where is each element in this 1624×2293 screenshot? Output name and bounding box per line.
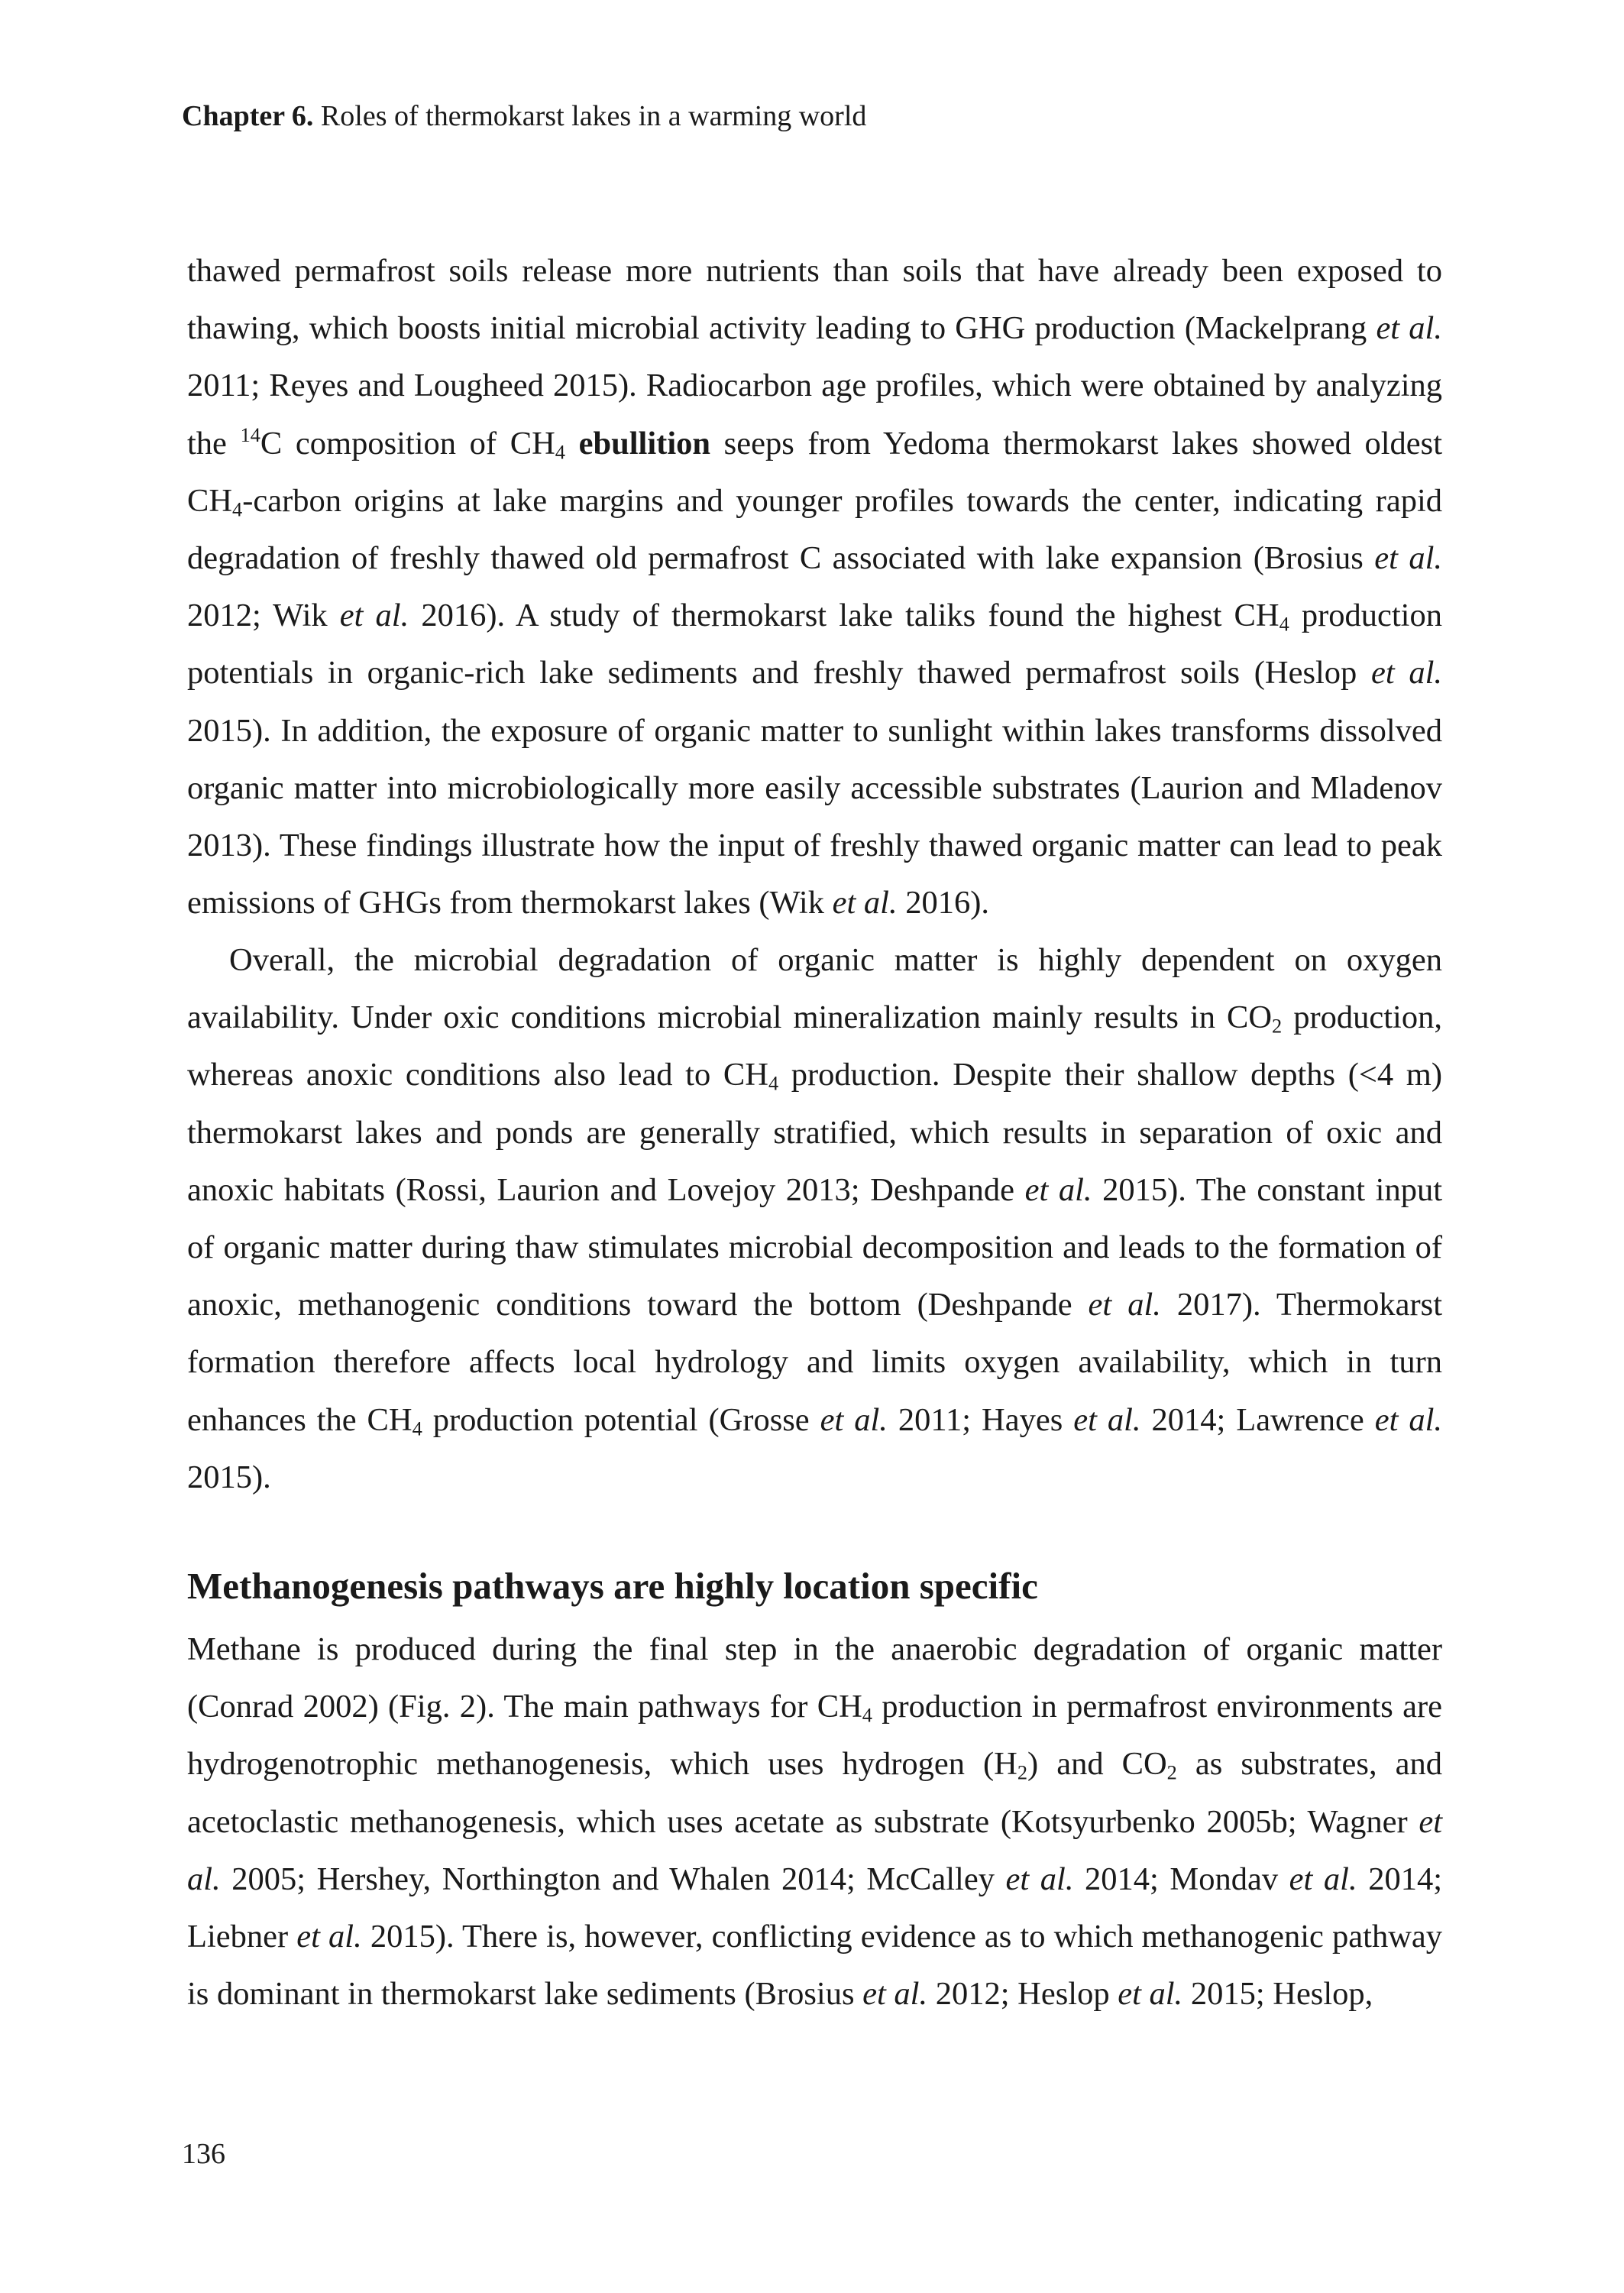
italic-text: et al. (1376, 310, 1442, 347)
running-header (182, 98, 866, 134)
chapter-title: Roles of thermokarst lakes in a warming world (320, 100, 867, 132)
italic-text: et al. (339, 598, 409, 634)
bold-text: ebullition (578, 425, 711, 462)
italic-text: et al. (1289, 1861, 1357, 1897)
page-number: 136 (182, 2138, 225, 2170)
italic-text: et al. (1118, 1976, 1183, 2013)
text-run: C composition of CH (260, 425, 555, 462)
subscript: 2 (1017, 1761, 1028, 1784)
italic-text: et al. (1374, 1401, 1443, 1438)
text-run: production, whereas anoxic conditions also lead to CH (187, 999, 1442, 1093)
chapter-label: Chapter 6. (182, 100, 314, 132)
text-run: 2012; Heslop (927, 1976, 1118, 2013)
text-run: Methane is produced during the final step in the anaerobic degradation of organic matter (Conrad 2002) (Fig. 2). The main pathways for CH (187, 1631, 1442, 1725)
italic-text: et al. (1005, 1861, 1074, 1897)
section-heading: Methanogenesis pathways are highly location specific (187, 1565, 1038, 1607)
subscript: 4 (768, 1072, 779, 1095)
subscript: 4 (412, 1417, 422, 1440)
text-run: 2016). (897, 885, 989, 921)
body-paragraph-1 (187, 242, 1442, 931)
italic-text: et al. (1024, 1171, 1092, 1208)
text-run: 2015; Heslop, (1182, 1976, 1373, 2013)
text-run: thawed permafrost soils release more nutrients than soils that have already been exposed to thawing, which boosts initial microbial activity leading to GHG production (Mackelprang (187, 253, 1442, 347)
text-run: 2015). There is, however, conflicting evidence as to which methanogenic pathway is dominant in thermokarst lake sediments (Brosius (187, 1919, 1443, 2013)
text-run: 2015). (187, 1459, 271, 1495)
text-run: ) and CO (1027, 1746, 1167, 1783)
subscript: 4 (862, 1704, 872, 1727)
text-run: 2011; Reyes and Lougheed 2015). Radiocarbon age profiles, which were obtained by analyzing the (187, 368, 1442, 462)
italic-text: et al. (1374, 540, 1443, 577)
text-run: 2012; Wik (187, 598, 340, 634)
text-run: 2017). Thermokarst formation therefore affects local hydrology and limits oxygen availability, which in turn enhances the CH (187, 1287, 1443, 1438)
subscript: 2 (1272, 1015, 1283, 1038)
text-run: 2011; Hayes (887, 1401, 1074, 1438)
body-paragraph-3 (187, 1621, 1442, 2023)
text-run (565, 426, 579, 462)
text-run: production potential (Grosse (422, 1401, 820, 1438)
subscript: 4 (1279, 613, 1289, 636)
italic-text: et al. (187, 1803, 1442, 1897)
text-run: seeps from Yedoma thermokarst lakes showed oldest CH (187, 425, 1443, 519)
superscript: 14 (240, 423, 260, 446)
italic-text: et al. (1088, 1287, 1161, 1323)
subscript: 2 (1166, 1761, 1177, 1784)
text-run: 2015). In addition, the exposure of organic matter to sunlight within lakes transforms dissolved organic matter into microbiologically more easily accessible substrates (Laurion and Mladenov 2013). These findings illustrate how the input of freshly thawed organic matter can lead to peak emissions of GHGs from thermokarst lakes (Wik (187, 712, 1442, 921)
italic-text: et al. (832, 885, 898, 921)
subscript: 4 (232, 498, 243, 521)
text-run: 2015). The constant input of organic matter during thaw stimulates microbial decomposition and leads to the formation of anoxic, methanogenic conditions toward the bottom (Deshpande (187, 1171, 1442, 1323)
text-run: production potentials in organic-rich lake sediments and freshly thawed permafrost soils (Heslop (187, 598, 1442, 691)
text-run: production. Despite their shallow depths (<4 m) thermokarst lakes and ponds are generally stratified, which results in separation of oxic and anoxic habitats (Rossi, Laurion and Lovejoy 2013; Deshpande (187, 1057, 1442, 1208)
text-run: as substrates, and acetoclastic methanogenesis, which uses acetate as substrate (Kotsyurbenko 2005b; Wagner (187, 1746, 1442, 1840)
text-run: production in permafrost environments are hydrogenotrophic methanogenesis, which uses hydrogen (H (187, 1689, 1442, 1783)
text-run: 2005; Hershey, Northington and Whalen 2014; McCalley (220, 1861, 1006, 1897)
text-run: 2016). A study of thermokarst lake taliks found the highest CH (409, 598, 1279, 634)
italic-text: et al. (862, 1976, 928, 2013)
text-run: 2014; Mondav (1073, 1861, 1289, 1897)
italic-text: et al. (1073, 1401, 1141, 1438)
italic-text: et al. (296, 1919, 362, 1955)
body-paragraph-2 (187, 931, 1442, 1506)
italic-text: et al. (1370, 655, 1443, 691)
text-run: -carbon origins at lake margins and younger profiles towards the center, indicating rapid degradation of freshly thawed old permafrost C associated with lake expansion (Brosius (187, 482, 1442, 577)
text-run: Overall, the microbial degradation of organic matter is highly dependent on oxygen availability. Under oxic conditions microbial mineralization mainly results in CO (187, 942, 1442, 1036)
italic-text: et al. (820, 1401, 888, 1438)
subscript: 4 (555, 441, 565, 464)
text-run: 2014; Lawrence (1140, 1401, 1375, 1438)
text-run: 2014; Liebner (187, 1861, 1442, 1955)
